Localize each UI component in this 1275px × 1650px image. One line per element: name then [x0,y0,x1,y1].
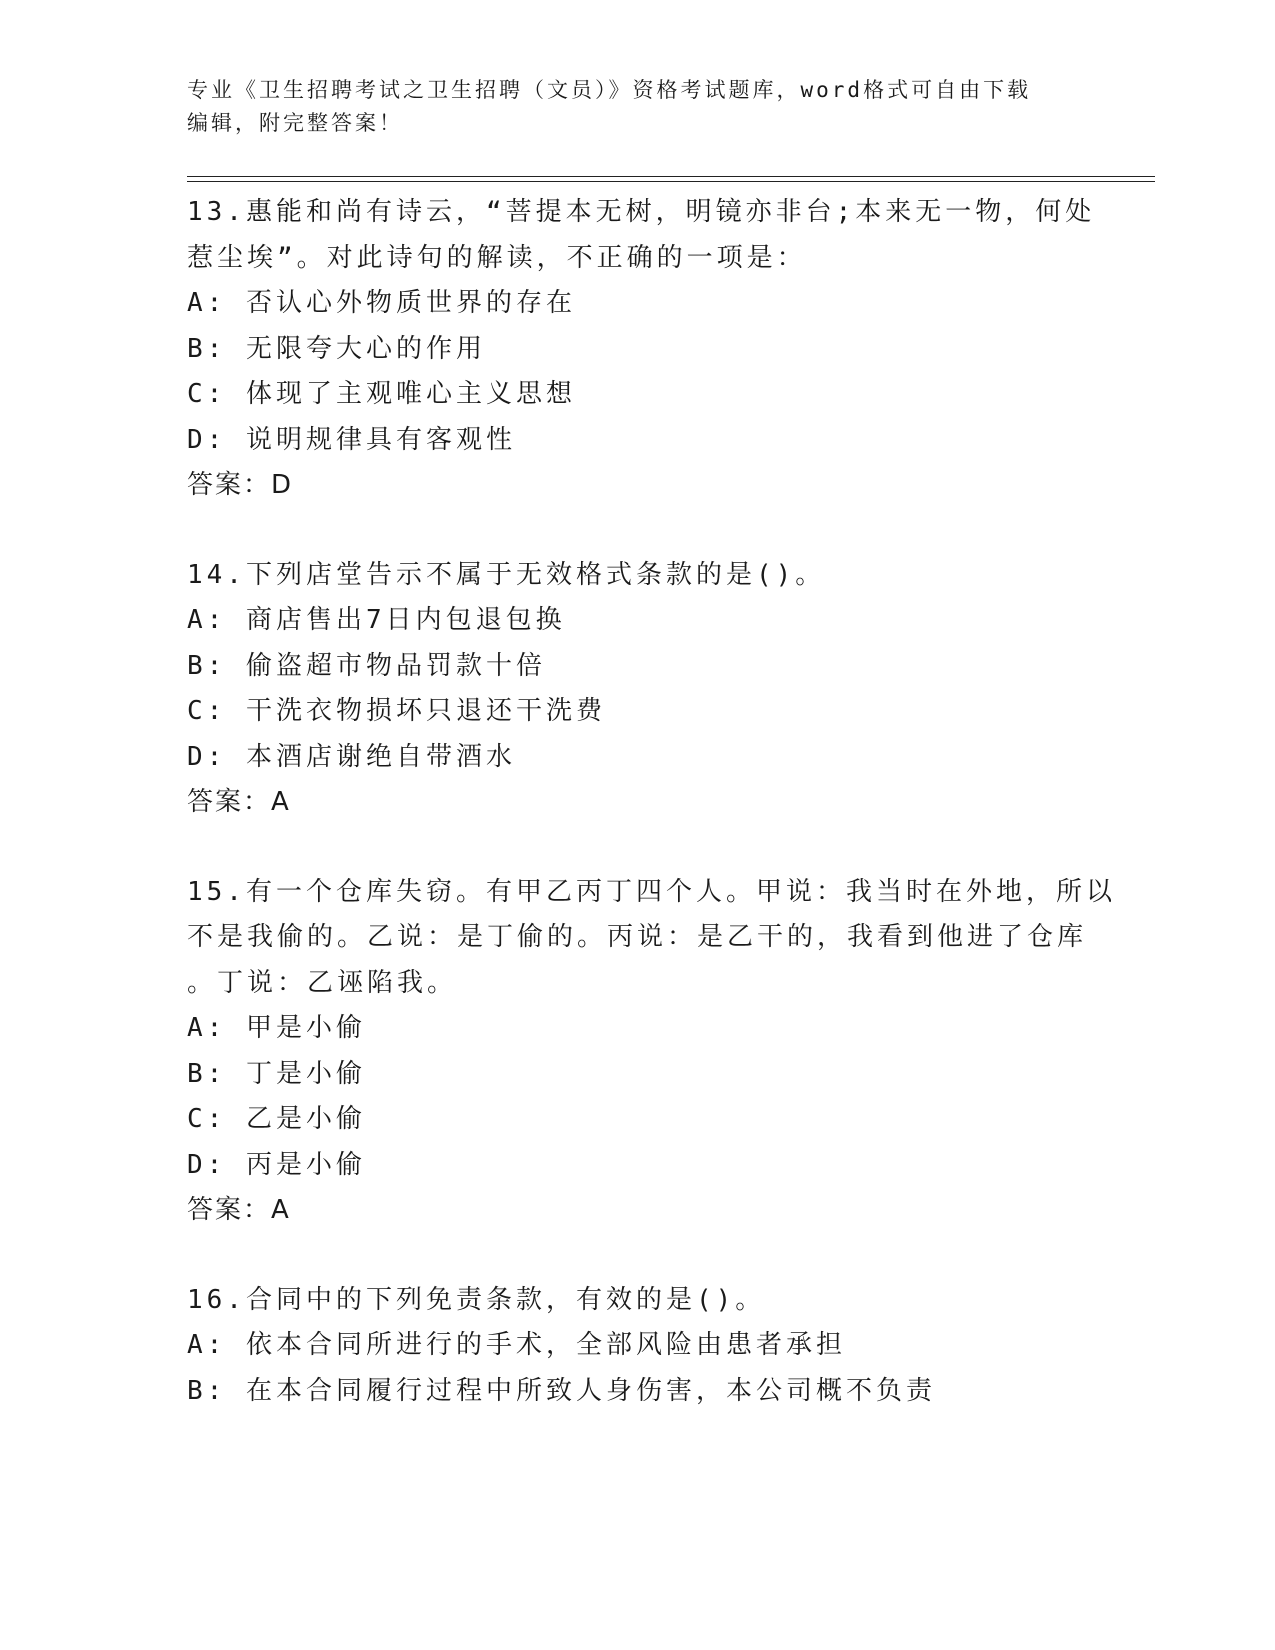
question-text-line: 15.有一个仓库失窃。有甲乙丙丁四个人。甲说：我当时在外地，所以 [187,876,1116,907]
question-text-line: 16.合同中的下列免责条款，有效的是()。 [187,1284,766,1315]
header-line-2: 编辑，附完整答案！ [187,111,403,135]
question-15 [187,870,1116,1234]
option-b: B: 偷盗超市物品罚款十倍 [187,650,546,681]
answer-line: 答案：A [187,1195,291,1225]
option-c: C: 干洗衣物损坏只退还干洗费 [187,696,606,726]
question-spacer [187,509,1087,553]
option-a: A: 甲是小偷 [187,1013,366,1043]
option-c: C: 体现了主观唯心主义思想 [187,379,576,409]
question-text-line: 不是我偷的。乙说：是丁偷的。丙说：是乙干的，我看到他进了仓库 [187,922,1088,952]
option-d: D: 本酒店谢绝自带酒水 [187,741,516,772]
question-16 [187,1278,1087,1415]
option-d: D: 说明规律具有客观性 [187,424,516,455]
option-a: A: 否认心外物质世界的存在 [187,288,576,318]
question-13 [187,190,1096,509]
option-d: D: 丙是小偷 [187,1149,366,1180]
option-c: C: 乙是小偷 [187,1104,366,1134]
answer-line: 答案：D [187,470,294,500]
answer-line: 答案：A [187,787,291,817]
question-text-line: 13.惠能和尚有诗云，“菩提本无树，明镜亦非台;本来无一物，何处 [187,197,1096,227]
option-b: B: 丁是小偷 [187,1058,366,1089]
option-a: A: 依本合同所进行的手术，全部风险由患者承担 [187,1330,846,1360]
question-text-line: 惹尘埃”。对此诗句的解读，不正确的一项是： [187,242,807,273]
question-spacer [187,826,1087,870]
option-a: A: 商店售出7日内包退包换 [187,605,566,635]
question-text-line: 14.下列店堂告示不属于无效格式条款的是()。 [187,559,826,590]
option-b: B: 在本合同履行过程中所致人身伤害，本公司概不负责 [187,1375,936,1406]
question-14 [187,553,1087,826]
header-divider-bottom [187,181,1155,182]
question-list [187,190,1116,1414]
header-divider-top [187,176,1155,177]
document-header [187,74,1087,140]
question-spacer [187,1234,1087,1278]
header-line-1: 专业《卫生招聘考试之卫生招聘（文员）》资格考试题库，word格式可自由下载 [187,78,1032,102]
option-b: B: 无限夸大心的作用 [187,333,486,364]
question-text-line: 。丁说：乙诬陷我。 [187,967,458,998]
